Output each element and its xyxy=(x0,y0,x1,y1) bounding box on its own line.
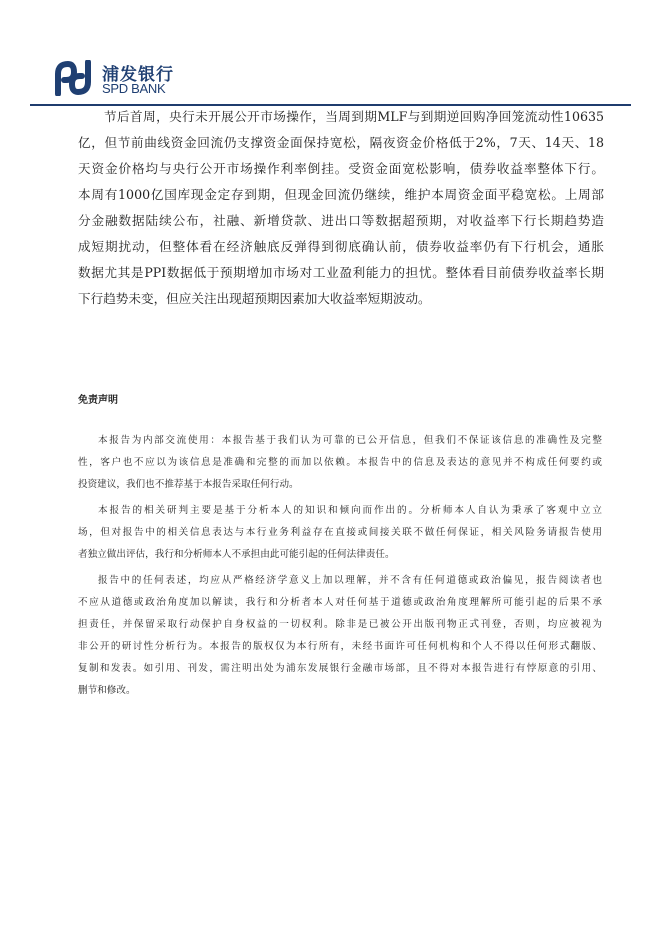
text-line: 成短期扰动，但整体看在经济触底反弹得到彻底确认前，债券收益率仍有下行机会，通胀 xyxy=(78,239,604,254)
disclaimer-paragraph xyxy=(78,430,602,496)
disclaimer-body xyxy=(78,430,602,706)
disclaimer-paragraph xyxy=(78,570,602,702)
spd-bank-logo xyxy=(54,58,184,100)
text-line: 投资建议，我们也不推荐基于本报告采取任何行动。 xyxy=(78,479,299,490)
text-line: 下行趋势未变，但应关注出现超预期因素加大收益率短期波动。 xyxy=(78,291,431,306)
market-commentary-paragraph xyxy=(78,104,604,312)
disclaimer-paragraph xyxy=(78,500,602,566)
text-line: 性，客户也不应以为该信息是准确和完整的而加以依赖。本报告中的信息及表达的意见并不构成任何要约或 xyxy=(78,457,602,468)
text-line: 分金融数据陆续公布，社融、新增贷款、进出口等数据超预期，对收益率下行长期趋势造 xyxy=(78,213,604,228)
text-line: 非公开的研讨性分析行为。本报告的版权仅为本行所有，未经书面许可任何机构和个人不得以任何形式翻版、 xyxy=(78,641,602,652)
text-line: 亿，但节前曲线资金回流仍支撑资金面保持宽松，隔夜资金价格低于2%，7天、14天、18 xyxy=(78,135,604,150)
logo-chinese-name: 浦发银行 xyxy=(102,65,174,85)
disclaimer-heading: 免责声明 xyxy=(78,395,118,406)
text-line: 担责任，并保留采取行动保护自身权益的一切权利。除非是已被公开出版刊物正式刊登，否则，均应被视为 xyxy=(78,619,602,630)
text-line: 本报告为内部交流使用：本报告基于我们认为可靠的已公开信息，但我们不保证该信息的准确性及完整 xyxy=(98,435,602,446)
text-line: 者独立做出评估，我行和分析师本人不承担由此可能引起的任何法律责任。 xyxy=(78,549,395,560)
text-line: 本周有1000亿国库现金定存到期，但现金回流仍继续，维护本周资金面平稳宽松。上周部 xyxy=(78,187,604,202)
logo-english-name: SPD BANK xyxy=(102,81,166,96)
text-line: 复制和发表。如引用、刊发，需注明出处为浦东发展银行金融市场部，且不得对本报告进行有悖原意的引用、 xyxy=(78,663,602,674)
spd-logo-mark-icon xyxy=(54,60,94,96)
text-line: 报告中的任何表述，均应从严格经济学意义上加以理解，并不含有任何道德或政治偏见，报告阅读者也 xyxy=(98,575,602,586)
text-line: 数据尤其是PPI数据低于预期增加市场对工业盈利能力的担忧。整体看目前债券收益率长期 xyxy=(78,265,604,280)
text-line: 不应从道德或政治角度加以解读，我行和分析者本人对任何基于道德或政治角度理解所可能引起的后果不承 xyxy=(78,597,602,608)
text-line: 节后首周，央行未开展公开市场操作，当周到期MLF与到期逆回购净回笼流动性10635 xyxy=(104,109,604,124)
text-line: 天资金价格均与央行公开市场操作利率倒挂。受资金面宽松影响，债券收益率整体下行。 xyxy=(78,161,604,176)
text-line: 场，但对报告中的相关信息表达与本行业务利益存在直接或间接关联不做任何保证，相关风险务请报告使用 xyxy=(78,527,602,538)
text-line: 本报告的相关研判主要是基于分析本人的知识和倾向而作出的。分析师本人自认为秉承了客观中立立 xyxy=(98,505,602,516)
text-line: 删节和修改。 xyxy=(78,685,136,696)
